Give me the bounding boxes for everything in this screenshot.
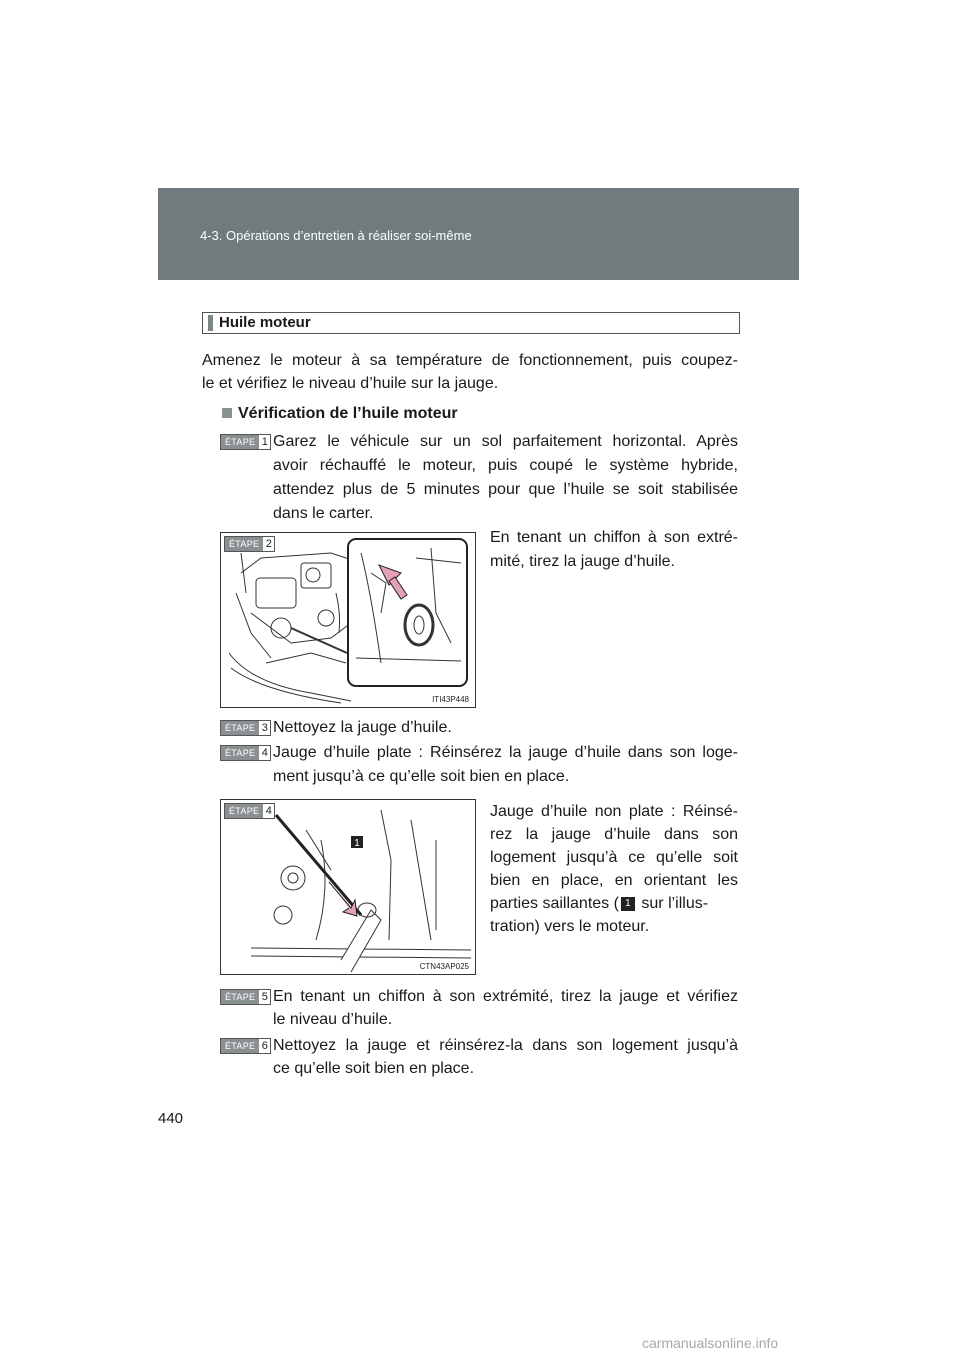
figure-2-code: CTN43AP025 bbox=[419, 962, 469, 971]
watermark: carmanualsonline.info bbox=[642, 1335, 779, 1351]
step-1-line-2: avoir réchauffé le moteur, puis coupé le système hybride, bbox=[273, 457, 738, 474]
step-5-line-2: le niveau d’huile. bbox=[273, 1011, 393, 1028]
intro-line-2: le et vérifiez le niveau d’huile sur la jauge. bbox=[202, 375, 499, 392]
step-2-line-2: mité, tirez la jauge d’huile. bbox=[490, 553, 675, 570]
engine-figure-2 bbox=[220, 799, 476, 975]
figure-2-callout: 1 bbox=[354, 838, 360, 849]
step-badge-6: ÉTAPE 6 bbox=[220, 1038, 271, 1054]
step-4b-line-6: tration) vers le moteur. bbox=[490, 918, 650, 935]
figure-2-step-badge: ÉTAPE 4 bbox=[224, 803, 275, 819]
step-4-line-1: Jauge d’huile plate : Réinsérez la jauge d’huile dans son loge- bbox=[273, 744, 738, 761]
box-title: Huile moteur bbox=[219, 314, 311, 331]
step-5-line-1: En tenant un chiffon à son extrémité, tirez la jauge et vérifiez bbox=[273, 988, 738, 1005]
section-title: 4-3. Opérations d’entretien à réaliser soi-même bbox=[200, 228, 472, 243]
step-4-line-2: ment jusqu’à ce qu’elle soit bien en place. bbox=[273, 768, 570, 785]
step-1-line-3: attendez plus de 5 minutes pour que l’huile se soit stabilisée bbox=[273, 481, 738, 498]
figure-1-code: ITI43P448 bbox=[432, 695, 469, 704]
square-bullet-icon bbox=[222, 408, 232, 418]
step-badge-1: ÉTAPE 1 bbox=[220, 434, 271, 450]
step-4b-line-4: bien en place, en orientant les bbox=[490, 872, 738, 889]
step-1-line-4: dans le carter. bbox=[273, 505, 374, 522]
step-2-line-1: En tenant un chiffon à son extré- bbox=[490, 529, 738, 546]
section-box bbox=[202, 312, 740, 334]
intro-line-1: Amenez le moteur à sa température de fonctionnement, puis coupez- bbox=[202, 352, 738, 369]
page-number: 440 bbox=[158, 1110, 184, 1127]
step-4b-line-1: Jauge d’huile non plate : Réinsé- bbox=[490, 803, 738, 820]
step-3-line-1: Nettoyez la jauge d’huile. bbox=[273, 719, 452, 736]
section-bar bbox=[208, 315, 213, 331]
engine-figure-1 bbox=[220, 532, 476, 708]
step-6-line-2: ce qu’elle soit bien en place. bbox=[273, 1060, 475, 1077]
step-1-line-1: Garez le véhicule sur un sol parfaitement horizontal. Après bbox=[273, 433, 738, 450]
step-4b-line-5: parties saillantes ( 1 sur l’illus- bbox=[490, 895, 709, 912]
step-6-line-1: Nettoyez la jauge et réinsérez-la dans son logement jusqu’à bbox=[273, 1037, 738, 1054]
dipstick-illustration bbox=[221, 800, 475, 974]
figure-1-step-badge: ÉTAPE 2 bbox=[224, 536, 275, 552]
step-badge-5: ÉTAPE 5 bbox=[220, 989, 271, 1005]
callout-1-badge: 1 bbox=[621, 897, 635, 911]
step-badge-4: ÉTAPE 4 bbox=[220, 745, 271, 761]
subheading: Vérification de l’huile moteur bbox=[222, 405, 458, 423]
header-band bbox=[158, 188, 799, 280]
step-4b-line-2: rez la jauge d’huile dans son bbox=[490, 826, 738, 843]
engine-bay-illustration bbox=[221, 533, 475, 707]
step-badge-3: ÉTAPE 3 bbox=[220, 720, 271, 736]
step-4b-line-3: logement jusqu’à ce qu’elle soit bbox=[490, 849, 738, 866]
